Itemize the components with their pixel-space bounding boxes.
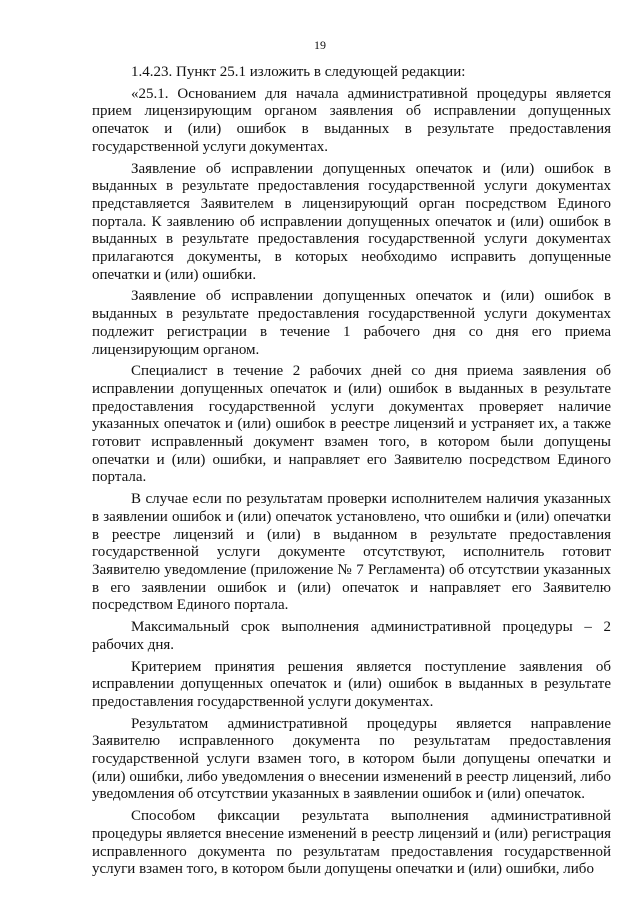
page-number: 19: [314, 38, 326, 52]
document-body: [92, 64, 611, 883]
paragraph-amendment-header: 1.4.23. Пункт 25.1 изложить в следующей редакции:: [131, 64, 466, 80]
paragraph-result: Результатом административной процедуры является направление Заявителю исправленного документа по результатам предоставления государственной услуги взамен того, в котором были допущены опечатки и (или) ошибки, либо уведомления о внесении изменений в реестр лицензий, либо уведомления об отсутствии указанных в заявлении ошибок и (или) опечаток.: [92, 715, 611, 803]
paragraph-no-errors: В случае если по результатам проверки исполнителем наличия указанных в заявлении ошибок и (или) опечаток установлено, что ошибки и (или) опечатки в реестре лицензий и (или) в выданном в результате предоставления государственной услуги документе отсутствуют, исполнитель готовит Заявителю уведомление (приложение № 7 Регламента) об отсутствии указанных в его заявлении ошибок и (или) опечаток и направляет его Заявителю посредством Единого портала.: [92, 491, 611, 614]
paragraph-submission: Заявление об исправлении допущенных опечаток и (или) ошибок в выданных в результате предоставления государственной услуги документах представляется Заявителем в лицензирующий орган посредством Единого портала. К заявлению об исправлении допущенных опечаток и (или) ошибок в выданных в результате предоставления государственной услуги документах прилагаются документы, в которых необходимо исправить допущенные опечатки и (или) ошибки.: [92, 160, 611, 283]
paragraph-registration: Заявление об исправлении допущенных опечаток и (или) ошибок в выданных в результате предоставления государственной услуги документах подлежит регистрации в течение 1 рабочего дня со дня его приема лицензирующим органом.: [92, 288, 611, 358]
paragraph-criterion: Критерием принятия решения является поступление заявления об исправлении допущенных опечаток и (или) ошибок в выданных в результате предоставления государственной услуги документах.: [92, 658, 611, 710]
paragraph-max-term: Максимальный срок выполнения административной процедуры – 2 рабочих дня.: [92, 619, 611, 653]
paragraph-specialist: Специалист в течение 2 рабочих дней со дня приема заявления об исправлении допущенных опечаток и (или) ошибок в выданных в результате предоставления государственной услуги документах проверяет наличие указанных опечаток и (или) ошибок в реестре лицензий и устраняет их, а также готовит исправленный документ взамен того, в котором были допущены опечатки и (или) ошибки, и направляет его Заявителю посредством Единого портала.: [92, 363, 611, 486]
paragraph-fixation: Способом фиксации результата выполнения административной процедуры является внесение изменений в реестр лицензий и (или) регистрация исправленного документа по результатам предоставления государственной услуги взамен того, в котором были допущены опечатки и (или) ошибки, либо: [92, 808, 611, 878]
paragraph-basis: «25.1. Основанием для начала административной процедуры является прием лицензирующим органом заявления об исправлении допущенных опечаток и (или) ошибок в выданных в результате предоставления государственной услуги документах.: [92, 85, 611, 155]
